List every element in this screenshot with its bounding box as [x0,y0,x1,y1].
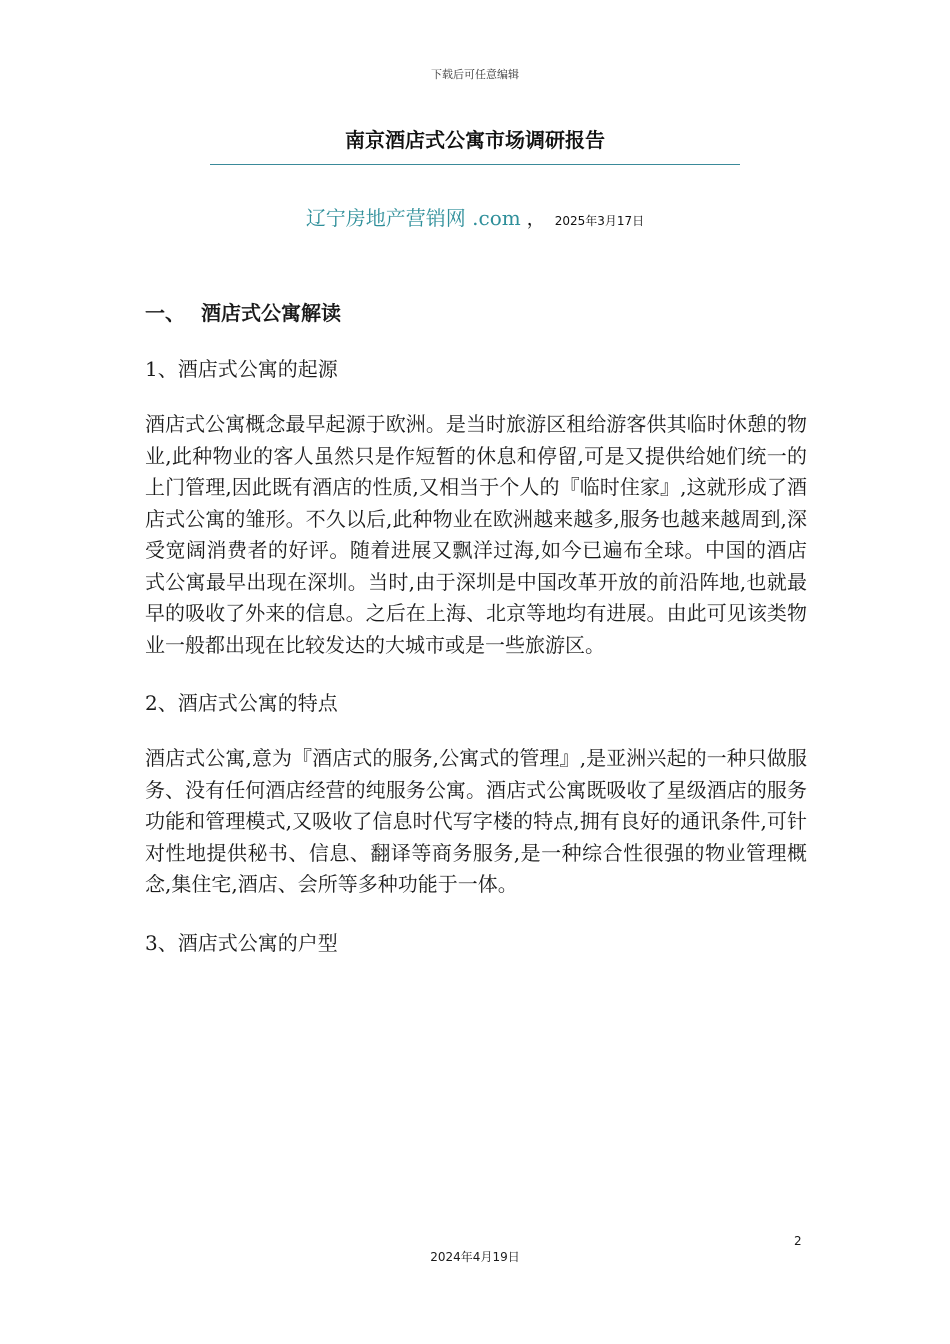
section-number: 一、 [145,301,185,325]
section-heading [145,295,807,331]
subsection-heading-origin: 1、酒店式公寓的起源 [145,357,338,381]
byline-separator: ， [526,209,545,230]
paragraph-origin: 酒店式公寓概念最早起源于欧洲。是当时旅游区租给游客供其临时休憩的物业,此种物业的客人虽然只是作短暂的休息和停留,可是又提供给她们统一的上门管理,因此既有酒店的性质,又相当于个人的『临时住家』,这就形成了酒店式公寓的雏形。不久以后,此种物业在欧洲越来越多,服务也越来越周到,深受宽阔消费者的好评。随着进展又飘洋过海,如今已遍布全球。中国的酒店式公寓最早出现在深圳。当时,由于深圳是中国改革开放的前沿阵地,也就最早的吸收了外来的信息。之后在上海、北京等地均有进展。由此可见该类物业一般都出现在比较发达的大城市或是一些旅游区。 [145,412,807,657]
subsection-heading-features: 2、酒店式公寓的特点 [145,691,338,715]
header-note: 下载后可任意编辑 [431,68,519,81]
paragraph-features: 酒店式公寓,意为『酒店式的服务,公寓式的管理』,是亚洲兴起的一种只做服务、没有任何酒店经营的纯服务公寓。酒店式公寓既吸收了星级酒店的服务功能和管理模式,又吸收了信息时代写字楼的特点,拥有良好的通讯条件,可针对性地提供秘书、信息、翻译等商务服务,是一种综合性很强的物业管理概念,集住宅,酒店、会所等多种功能于一体。 [145,746,807,896]
site-name: 辽宁房地产营销网 .com [305,206,521,230]
document-body [145,295,807,983]
title-underline [210,164,740,165]
subsection-heading-layout: 3、酒店式公寓的户型 [145,930,338,955]
section-title: 酒店式公寓解读 [201,301,341,325]
byline [0,202,950,231]
document-title: 南京酒店式公寓市场调研报告 [345,128,605,152]
footer-date: 2024年4月19日 [430,1250,520,1264]
byline-date: 2025年3月17日 [554,214,645,228]
page-number: 2 [794,1234,802,1248]
